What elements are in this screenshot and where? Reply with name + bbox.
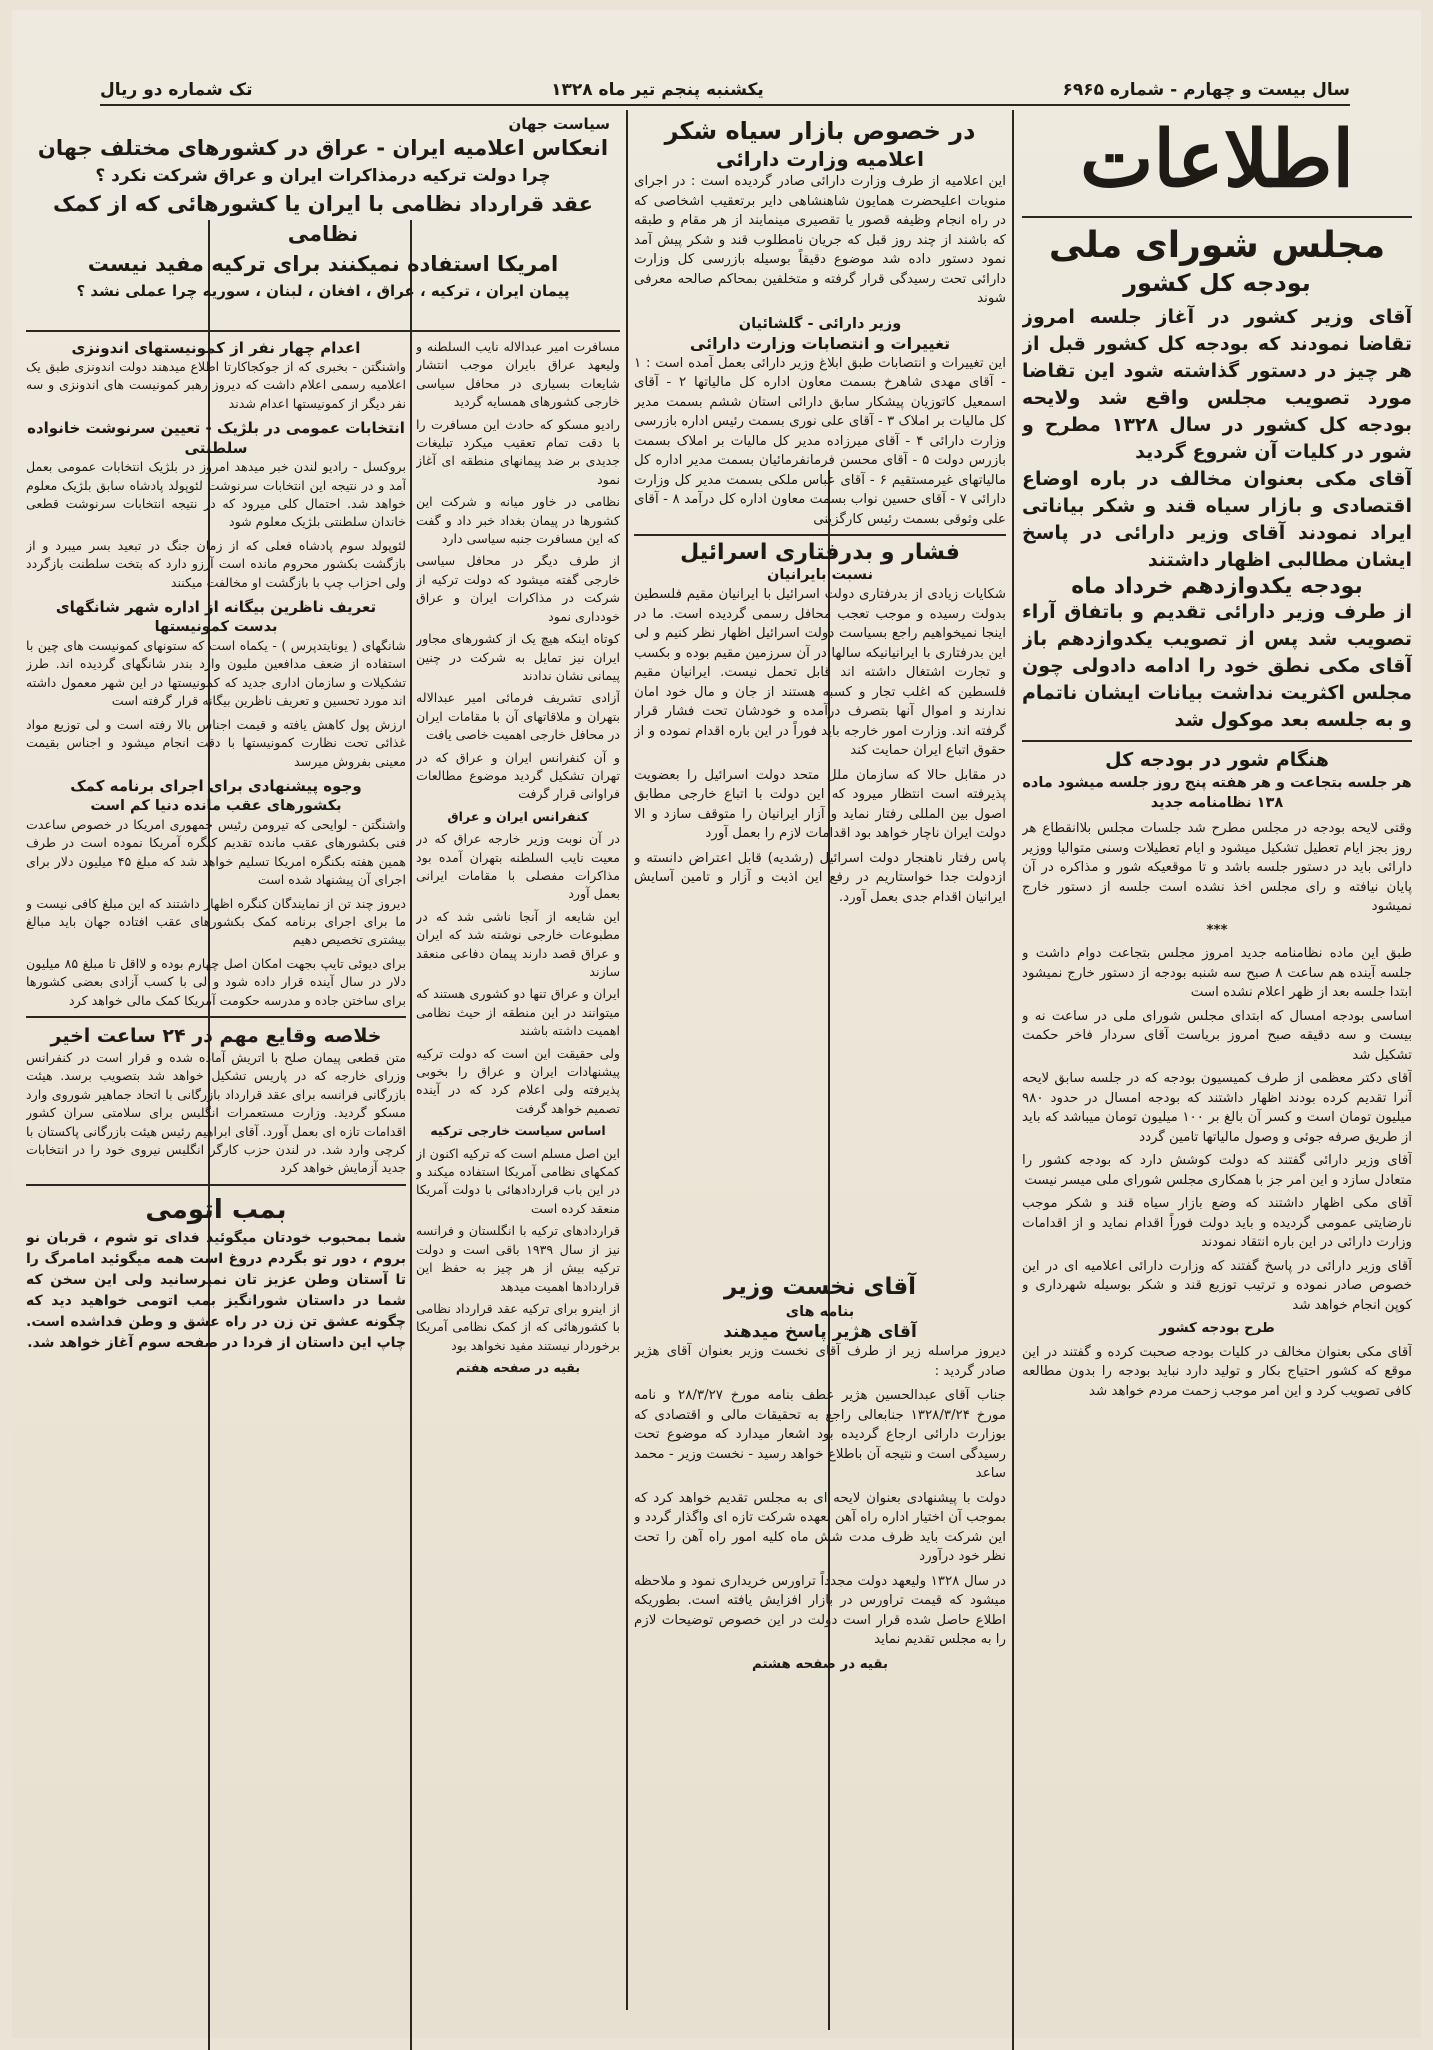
aid-headline: وجوه پیشنهادی برای اجرای برنامه کمک [70,776,362,795]
column-prime-minister [634,1272,1006,2032]
israel-title: فشار و بدرفتاری اسرائیل [680,540,960,565]
sugar-title: در خصوص بازار سیاه شکر [664,117,976,145]
aid-body-3: برای دیوئی تایپ بجهت امکان اصل چهارم بوده و لااقل تا مبلغ ۸۵ میلیون دلار در سال آینده قرار داده شود و لی با کسب آزادی بعضی کشورها برای ساختن جاده و مدرسه حکومت آمریکا کمک مالی خواهد کرد [26,955,406,1008]
masthead-info-row [100,76,1350,106]
aid-subhead: بکشورهای عقب مانده دنیا کم است [90,797,342,814]
pm-body-1: دیروز مراسله زیر از طرف آقای نخست وزیر بعنوان آقای هژیر صادر گردید : [634,1344,1006,1379]
parliament-paragraph: طبق این ماده نظامنامه جدید امروز مجلس بتجاعت دوام داشت و جلسه آینده هم ساعت ۸ صبح سه شنبه بودجه از دستور خارج نمیشود ابتدا جلسه بعد از ظهر اعلام نشده است [1022,946,1412,1000]
atom-bomb-body: شما بمحبوب خودتان میگوئید فدای تو شوم ، قربان نو بروم ، دور تو بگردم دروغ است همه میگوئید امامرگ را تا آستان وطن عزیز تان نمیرسانید ولی این سخن که شما در داستان شورانگیز بمب اتومی خواهید دید که چگونه عشق تن زن در راه عشق و وطن فداشده است. چاپ این داستان از فردا در صفحه سوم آغاز خواهد شد. [26,1229,406,1351]
israel-body-2: در مقابل حالا که سازمان ملل متحد دولت اسرائیل را بعضویت پذیرفته است انتظار میرود که این دولت با اتباع خارجی مطابق اصول بین المللی رفتار نماید و آزار ایرانیان را متوقف سازد و الا دولت ایران ناچار خواهد بود اقدامات لازم را بعمل آورد [634,767,1006,841]
appointments-body: این تغییرات و انتصابات طبق ابلاغ وزیر دارائی بعمل آمده است : ۱ - آقای مهدی شاهرخ بسمت معاون اداره کل مالیاتها ۲ - آقای اسمعیل کاتوزیان پیشکار سابق دارائی استان ششم بسمت مدیر کل مالیات بر املاک ۳ - آقای علی نوری بسمت رئیس اداره بازرسی وزارت دارائی ۴ - آقای میرزاده مدیر کل مالیات بر املاک بسمت بازرس دولت ۵ - آقای محسن فرمانفرمائیان بسمت مدیر اداره کل مالیاتهای غیرمستقیم ۶ - آقای عباس ملکی بسمت مدیر کل وزارت دارائی ۷ - آقای حسین نواب بسمت معاون اداره کل درآمد ۸ - آقای علی وثوقی بسمت رئیس کارگزینی [634,355,1006,527]
sugar-body: این اعلامیه از طرف وزارت دارائی صادر گردیده است : در اجرای منویات اعلیحضرت همایون شاهنشاهی دایر برتعقیب اشخاصی که در راه انجام وظیفه قصور یا تقصیری مینمایند از هر مقام و طبقه که باشند از چند روز قبل که جریان نامطلوب قند و شکر پیش آمد نمود دستور داده شد موضوع دقیقاً بوسیله بازرسی کل وزارت دارائی تحت رسیدگی قرار گرفته و متخلفین بمحاکم صالحه معرفی شوند [634,174,1006,306]
belgium-headline: انتخابات عمومی در بلژیک - تعیین سرنوشت خانواده سلطنتی [27,419,405,458]
banner-line-5: پیمان ایران ، ترکیه ، عراق ، افغان ، لبنان ، سوریه چرا عملی نشد ؟ [76,282,570,300]
parliament-paragraph: وقتی لایحه بودجه در مجلس مطرح شد جلسات مجلس بلاانقطاع هر روز بجز ایام تعطیل تشکیل میشود و ایام تعطیلات وسنی متوالیا ووزیر دارائی باید در دستور جلسه باشد و تا موقعیکه شور و مذاکره در آن پایان نیافته و رای مجلس اخذ نشده است جلسه از دستور خارج نمیشود [1022,821,1412,914]
world-politics-kicker: سیاست جهان [508,115,610,133]
world-politics-paragraph: آزادی تشریف فرمائی امیر عبدالاله بتهران و ملاقاتهای آن با مقامات ایران در محافل خارجی اهمیت خاصی یافت [416,690,620,743]
banner-divider [26,330,620,332]
pm-continued: بقیه در صفحه هشتم [751,1656,889,1672]
column-rule [1012,110,1014,1470]
world-politics-paragraph: در آن نوبت وزیر خارجه عراق که در معیت نایب السلطنه بتهران آمده بود مذاکرات مفصلی با مقامات ایرانی بعمل آورد [416,831,620,902]
pm-body-3: دولت با پیشنهادی بعنوان لایحه ای به مجلس تقدیم خواهد کرد که بموجب آن اختیار اداره راه آهن بعهده شرکت تازه ای واگذار گردد و این شرکت باید ظرف مدت شش ماه کلیه امور راه آهن را تحت نظر خود درآورد [634,1490,1006,1564]
pm-subtitle: بنامه های [785,1304,855,1320]
israel-subtitle: نسبت بایرانیان [766,567,874,583]
atom-bomb-headline: بمب اتومی [145,1194,287,1225]
indonesia-body: واشنگتن - بخبری که از جوکجاکارتا اطلاع میدهند دولت اندونزی طبق یک اعلامیه رسمی اعلام داشت که دیروز رهبر کمونیست های اندونزی و سه نفر دیگر از کمونیستها اعدام شدند [26,359,406,411]
newspaper-page [12,10,1421,2038]
world-politics-banner [26,115,620,330]
lead-paragraph-2: آقای مکی بعنوان مخالف در باره اوضاع اقتصادی و بازار سیاه قند و شکر بیاناتی ایراد نمودند آقای وزیر دارائی در پاسخ ایشان مطالبی اظهار داشتند [1022,468,1412,571]
headline-b: بودجه یکدوازدهم خرداد ماه [1071,574,1363,599]
banner-line-2: چرا دولت ترکیه درمذاکرات ایران و عراق شرکت نکرد ؟ [95,166,551,186]
price-line: تک شماره دو ریال [100,80,253,100]
sugar-subtitle: اعلامیه وزارت دارائی [716,147,924,171]
world-politics-paragraph: ایران و عراق تنها دو کشوری هستند که میتوانند در این منطقه از حیث نظامی اهمیت داشته باشند [416,986,620,1039]
shanghai-body-2: ارزش پول کاهش یافته و قیمت اجناس بالا رفته است و لی توزیع مواد غذائی تحت نظارت کمونیستها با دقت انجام میشود و اجناس بقیمت معینی بفروش میرسد [26,716,406,769]
world-politics-paragraph: قراردادهای ترکیه با انگلستان و فرانسه نیز از سال ۱۹۳۹ باقی است و دولت ترکیه بیش از هر چیز به حفظ این قراردادها اهمیت میدهد [416,1223,620,1294]
banner-line-1: انعکاس اعلامیه ایران - عراق در کشورهای مختلف جهان [37,136,609,160]
column-rule [410,220,412,2050]
headline-c: هنگام شور در بودجه کل [1105,749,1329,771]
newspaper-logo: اطلاعات [1079,114,1355,205]
world-politics-paragraph: بقیه در صفحه هفتم [455,1360,581,1376]
summary-body: متن قطعی پیمان صلح با اتریش آماده شده و قرار است در کنفرانس وزرای خارجه که در پاریس تشکیل خواهد شد بتصویب برسد. هیئت بازرگانی فرانسه برای عقد قرارداد بازرگانی با اتحاد جماهیر شوروی وارد مسکو گردید. وزارت مستعمرات انگلیس برای سلامتی سران کشور اقدامات تازه ای بعمل آورد. آقای ابراهیم رئیس هیئت بازرگانی پاکستان با کرچی وارد شد. در لندن حزب کارگر انگلیس نیروی خود را در انتخابات جدید آزمایش خواهد کرد [26,1049,406,1176]
pm-title: آقای نخست وزیر [723,1274,917,1300]
column-rule [1012,1470,1014,2050]
summary-headline: خلاصه وقایع مهم در ۲۴ ساعت اخیر [50,1024,382,1047]
column-world-politics [416,338,620,2028]
lead-paragraph-1: آقای وزیر کشور در آغاز جلسه امروز تقاضا نمودند که بودجه کل کشور قبل از هر چیز در دستور گذاشته شود این تقاضا مورد تصویب مجلس واقع شد ولایحه بودجه کل کشور در سال ۱۳۲۸ مطرح و شور در کلیات آن شروع گردید [1022,306,1412,463]
budget-subtitle: بودجه کل کشور [1123,269,1311,297]
pm-body-4: در سال ۱۳۲۸ ولیعهد دولت مجدداً تراورس خریداری نمود و ملاحظه میشود که قیمت تراورس در بازار افزایش یافته است. بطوریکه اطلاع حاصل شده قرار است دولت در این خصوص توضیحات لازم را به مجلس تقدیم نماید [634,1573,1006,1647]
pm-subtitle-2: آقای هژیر پاسخ میدهند [723,1322,917,1342]
belgium-body-2: لئوپولد سوم پادشاه فعلی که از زمان جنگ در تبعید بسر میبرد و از بازگشت بکشور محروم مانده است آرزو دارد که بتخت سلطنت بازگردد ولی احزاب چپ با بازگشت او مخالفت میکنند [26,537,406,590]
parliament-body [1022,819,1412,1401]
issue-line: سال بیست و چهارم - شماره ۶۹۶۵ [1062,80,1350,100]
parliament-paragraph: آقای مکی بعنوان مخالف در کلیات بودجه صحبت کرده و گفتند در این موقع که کشور احتیاج بکار و تولید دارد نباید بودجه را بدون مطالعه کافی تصویب کرد و این امر موجب زحمت مردم خواهد شد [1022,1344,1412,1399]
israel-body-3: پاس رفتار ناهنجار دولت اسرائیل (رشدیه) قابل اعتراض دانسته و ازدولت جدا خواستاریم در رفع این اذیت و آزار و تامین آسایش ایرانیان اقدام جدی بعمل آورد. [634,850,1006,905]
shanghai-body: شانگهای ( یونایتدپرس ) - یکماه است که ستونهای کمونیست های چین با استفاده از ضعف مدافعین ملیون وارد بندر شانگهای گردیده اند. طرز تشکیلات و سازمان اداری جدید که کمونیستها در این شهر معمول داشته اند مورد تحسین و تعریف ناظرین بیگانه قرار گرفته است [26,638,406,709]
world-politics-paragraph: از اینرو برای ترکیه عقد قرارداد نظامی با کشورهائی که از کمک نظامی آمریکا برخوردار نیستند مفید نخواهد بود [416,1300,620,1353]
world-politics-paragraph: کنفرانس ایران و عراق [447,808,589,824]
world-politics-paragraph: رادیو مسکو که حادث این مسافرت را با دقت تمام تعقیب میکرد تبلیغات جدیدی بر ضد پیمانهای منطقه ای آغاز نمود [416,416,620,487]
column-rule [626,1270,628,2010]
banner-line-4: امریکا استفاده نمیکنند برای ترکیه مفید نیست [87,252,559,276]
world-politics-paragraph: این اصل مسلم است که ترکیه اکنون از کمکهای نظامی آمریکا استفاده میکند و در این باب قراردادهائی با دولت آمریکا منعقد کرده است [416,1145,620,1216]
parliament-paragraph: آقای وزیر دارائی در پاسخ گفتند که وزارت دارائی اعلامیه ای در این خصوص صادر نموده و ترتیب توزیع قند و شکر بوسیله شهرداری و کوپن انجام خواهد شد [1022,1258,1412,1313]
shanghai-subhead: بدست کمونیستها [154,619,278,636]
lead-paragraph-3: از طرف وزیر دارائی تقدیم و باتفاق آراء تصویب شد پس از تصویب یکدوازدهم باز آقای مکی نطق خود را ادامه دادولی چون مجلس اکثریت نداشت بیانات ایشان ناتمام و به جلسه بعد موکول شد [1022,601,1412,731]
date-line: یکشنبه پنجم تیر ماه ۱۳۲۸ [551,80,764,100]
parliament-paragraph: *** [1206,922,1228,938]
israel-body-1: شکایات زیادی از بدرفتاری دولت اسرائیل با ایرانیان مقیم فلسطین بدولت رسیده و موجب تعجب محافل رسمی گردیده است. ما در اینجا نمیخواهیم راجع بسیاست دولت اسرائیل اظهار نظر کنیم و لی این بدرفتاری با ایرانیانیکه سالها در آن سرزمین مقیم بوده و بکسب و تجارت اشتغال داشته اند قابل تحمل نیست. ایرانیان مقیم فلسطین که اغلب تجار و کسبه هستند از جان و مال خود امان ندارند و اموال آنها بتصرف درآمده و خودشان تحت فشار قرار گرفته اند. وزارت امور خارجه باید فوراً در این باره اقدام نموده و از حقوق اتباع ایران حمایت کند [634,587,1006,758]
world-politics-paragraph: از طرف دیگر در محافل سیاسی خارجی گفته میشود که دولت ترکیه از شرکت در مذاکرات ایران و عراق خودداری نمود [416,553,620,624]
parliament-paragraph: اساسی بودجه امسال که ابتدای مجلس شورای ملی در ساعت نه و بیست و سه دقیقه صبح امروز بریاست آقای سردار فاخر حکمت تشکیل شد [1022,1008,1412,1063]
pm-body-2: جناب آقای عبدالحسین هژیر عطف بنامه مورخ ۲۸/۳/۲۷ و نامه مورخ ۱۳۲۸/۳/۲۴ جنابعالی راجع به تحقیقات مالی و اقتصادی که بوزارت دارائی ارجاع گردیده بود اشعار میدارد که موضوع تحت رسیدگی است و نتیجه آن باطلاع خواهد رسید - نخست وزیر - محمد ساعد [634,1388,1006,1481]
banner-line-3: عقد قرارداد نظامی با ایران یا کشورهائی که از کمک نظامی [53,192,593,246]
parliament-paragraph: آقای دکتر معظمی از طرف کمیسیون بودجه که در جلسه سابق لایحه آنرا تقدیم کرده بودند اظهار داشتند که بودجه امسال در حدود ۹۸۰ میلیون تومان است و کسر آن بالغ بر ۱۰۰ میلیون تومان میباشد که باید از طریق صرفه جوئی و وصول مالیاتها تامین گردد [1022,1071,1412,1145]
shanghai-headline: تعریف ناظرین بیگانه از اداره شهر شانگهای [55,598,377,617]
world-politics-paragraph: ولی حقیقت این است که دولت ترکیه پیشنهادات ایران و عراق را بخوبی پذیرفته ولی اعلام کرد که در آینده تصمیم خواهد گرفت [416,1045,620,1116]
parliament-paragraph: آقای وزیر دارائی گفتند که دولت کوشش دارد که بودجه کشور را متعادل سازد و این امر جز با همکاری مجلس شورای ملی میسر نیست [1022,1153,1412,1188]
world-politics-paragraph: این شایعه از آنجا ناشی شد که در مطبوعات خارجی نوشته شد که ایران و عراق قصد دارند پیمان دفاعی منعقد سازند [416,908,620,979]
column-sugar-notice [634,115,1006,1265]
belgium-body: بروکسل - رادیو لندن خبر میدهد امروز در بلژیک انتخابات عمومی بعمل آمد و در نتیجه این انتخابات سرنوشت لئوپولد پادشاه سابق بلژیک معلوم خواهد شد. احتمال کلی میرود که در نتیجه انتخابات سرنوشت قطعی خاندان سلطنتی بلژیک معلوم شود [26,459,406,530]
parliament-paragraph: آقای مکی اظهار داشتند که وضع بازار سیاه قند و شکر موجب نارضایتی عمومی گردیده و باید دولت فوراً اقدام نماید و از اقدامات وزارت دارائی در این باره انتقاد نمودند [1022,1196,1412,1250]
world-politics-paragraph: و آن کنفرانس ایران و عراق که در تهران تشکیل گردید موضوع مطالعات فراوانی قرار گرفت [416,749,620,802]
world-politics-paragraph: کوتاه اینکه هیچ یک از کشورهای مجاور ایران نیز تمایل به شرکت در چنین پیمانی نشان ندادند [416,631,620,683]
world-politics-paragraph: مسافرت امیر عبدالاله نایب السلطنه و ولیعهد عراق بایران موجب انتشار شایعات بسیاری در محافل سیاسی خارجی کشورهای همسایه گردید [416,339,620,410]
appointments-title: تغییرات و انتصابات وزارت دارائی [689,333,951,353]
parliament-paragraph: طرح بودجه کشور [1159,1321,1275,1336]
aid-body: واشنگتن - لوایحی که تیرومن رئیس جمهوری امریکا در خصوص ساعدت فنی بکشورهای عقب مانده تقدیم کنگره آمریکا نموده است در طرف همین هفته بکنگره امریکا تسلیم خواهد شد که مبلغ ۴۵ میلیون دلار برای اجرای آن پیشنهاد شده است [26,816,406,888]
indonesia-headline: اعدام چهار نفر از کمونیستهای اندونزی [71,339,361,357]
finance-minister-signature: وزیر دارائی - گلشائیان [738,315,902,332]
headline-c2: هر جلسه بتجاعت و هر هفته پنج روز جلسه میشود ماده ۱۳۸ نظامنامه جدید [1022,775,1412,811]
column-foreign-news [26,338,406,2028]
column-parliament [1022,110,1412,2030]
parliament-title: مجلس شورای ملی [1048,225,1386,266]
aid-body-2: دیروز چند تن از نمایندگان کنگره اظهار داشتند که این مبلغ کافی نیست و ما برای اجرای برنامه کمک بکشورهای عقب افتاده جهان باید مبالغ بیشتری تخصیص دهیم [26,895,406,948]
world-politics-paragraph: نظامی در خاور میانه و شرکت این کشورها در پیمان بغداد خبر داد و گفت که این مسافرت جنبه سیاسی دارد [416,494,620,547]
world-politics-paragraph: اساس سیاست خارجی ترکیه [430,1123,606,1139]
